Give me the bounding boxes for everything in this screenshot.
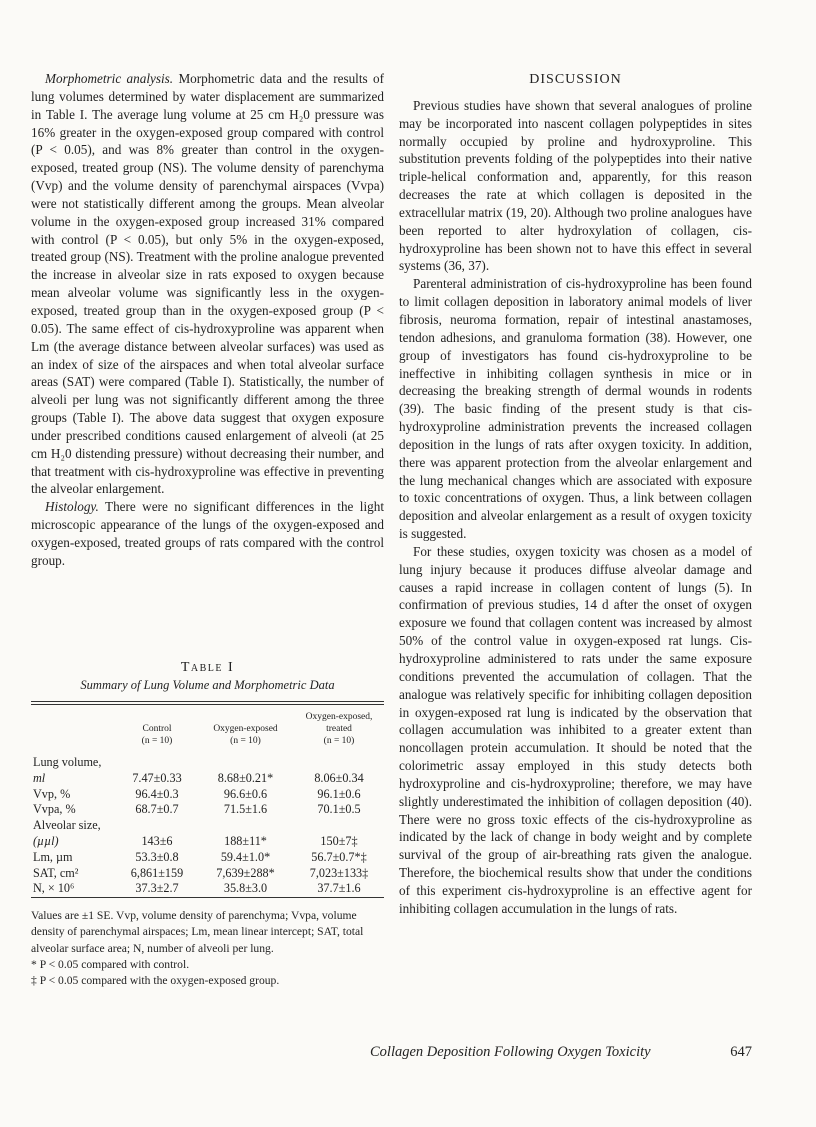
table-cell: 8.68±0.21* bbox=[217, 770, 274, 785]
table-cell: 188±11* bbox=[224, 833, 267, 848]
table-cell: 35.8±3.0 bbox=[223, 881, 268, 896]
row-label: Vvpa, % bbox=[33, 802, 76, 817]
table-footnote-main: Values are ±1 SE. Vvp, volume density of parenchyma; Vvpa, volume density of parenchymal airspaces; Lm, mean linear intercept; SAT, total alveolar surface area; N, number of alveoli per lung. bbox=[31, 909, 364, 955]
table-cell: 8.06±0.34 bbox=[314, 770, 364, 785]
column-label: Oxygen-exposed bbox=[213, 724, 278, 734]
table-cell: 7.47±0.33 bbox=[132, 770, 182, 785]
table-cell: 70.1±0.5 bbox=[317, 802, 361, 817]
table-cell bbox=[294, 818, 384, 834]
table-cell: 7,639±288* bbox=[216, 865, 275, 880]
table-row bbox=[31, 834, 384, 850]
row-label: (µµl) bbox=[33, 833, 59, 848]
morphometric-table bbox=[31, 705, 384, 897]
column-label: Oxygen-exposed, treated bbox=[305, 712, 373, 734]
row-label: SAT, cm² bbox=[33, 865, 79, 880]
table-cell: 96.6±0.6 bbox=[223, 786, 268, 801]
discussion-paragraph-1: Previous studies have shown that several analogues of proline may be incorporated into nascent collagen polypeptides in sites normally occupied by proline and hydroxyproline. This substitution prevents folding of the polypeptides into their native triple-helical conformation and, apparently, for this reason decreases the rate at which collagen is deposited in the extracellular matrix (19, 20). Although two proline analogues have been reported to alter hydroxylation of collagen, cis-hydroxyproline has been shown not to have this effect in several systems (36, 37). bbox=[399, 97, 752, 274]
left-column bbox=[31, 70, 384, 570]
table-header-cell bbox=[294, 705, 384, 755]
morphometric-analysis-text: Morphometric data and the results of lung volumes determined by water displacement are summarized in Table I. The average lung volume at 25 cm H₂0 pressure was 16% greater in the oxygen-exposed group compared with control (P < 0.05), and was 8% greater than control in the oxygen-exposed, treated group (NS). The volume density of parenchyma (Vvp) and the volume density of parenchymal airspaces (Vvpa) were not statistically different among the groups. Mean alveolar volume in the oxygen-exposed group increased 31% compared with control (P < 0.05), but only 5% in the oxygen-exposed, treated group (NS). Treatment with the proline analogue prevented the increase in alveolar size in rats exposed to oxygen because mean alveolar volume was significantly less in the oxygen-exposed, treated group than in the oxygen-exposed group (P < 0.05). The same effect of cis-hydroxyproline was apparent when Lm (the average distance between alveolar surfaces) was used as an index of size of the airspaces and when total alveolar surface areas (SAT) were compared (Table I). Statistically, the number of alveoli per lung was not significantly different among the three groups (Table I). The above data suggest that oxygen exposure under prescribed conditions caused enlargement of alveoli (at 25 cm H₂0 distending pressure) without decreasing their number, and that treatment with cis-hydroxyproline was effective in preventing the alveolar enlargement. bbox=[31, 71, 384, 497]
table-cell: 37.7±1.6 bbox=[317, 881, 361, 896]
table-cell: 53.3±0.8 bbox=[135, 849, 179, 864]
table-cell bbox=[197, 818, 294, 834]
table-row bbox=[31, 802, 384, 818]
column-label: Control bbox=[142, 724, 172, 734]
discussion-heading: DISCUSSION bbox=[529, 72, 622, 87]
row-label: ml bbox=[33, 770, 46, 785]
right-column bbox=[399, 70, 752, 918]
table-cell bbox=[197, 755, 294, 771]
table-cell: 56.7±0.7*‡ bbox=[311, 849, 367, 864]
morphometric-analysis-runin: Morphometric analysis. bbox=[45, 71, 174, 86]
row-label: Lm, µm bbox=[33, 849, 73, 864]
morphometric-analysis-paragraph bbox=[31, 70, 384, 498]
table-cell: 150±7‡ bbox=[320, 833, 358, 848]
histology-text: There were no significant differences in the light microscopic appearance of the lungs of the oxygen-exposed and oxygen-exposed, treated groups of rats compared with the control group. bbox=[31, 499, 384, 568]
row-label: Alveolar size, bbox=[33, 818, 101, 833]
table-header-cell bbox=[197, 705, 294, 755]
row-label: Vvp, % bbox=[33, 786, 71, 801]
table-row bbox=[31, 771, 384, 787]
table-cell: 37.3±2.7 bbox=[135, 881, 179, 896]
table-cell: 7,023±133‡ bbox=[309, 865, 369, 880]
histology-runin: Histology. bbox=[45, 499, 99, 515]
table-cell bbox=[117, 818, 197, 834]
table-body bbox=[31, 755, 384, 897]
histology-paragraph bbox=[31, 498, 384, 569]
table-row bbox=[31, 787, 384, 803]
table-row bbox=[31, 755, 384, 771]
column-n: (n = 10) bbox=[323, 736, 355, 746]
table-title: Table I bbox=[180, 660, 235, 675]
row-label: N, × 10⁶ bbox=[33, 881, 75, 896]
table-footnotes bbox=[31, 908, 384, 989]
table-cell: 96.4±0.3 bbox=[135, 786, 179, 801]
page-number: 647 bbox=[730, 1044, 752, 1060]
table-cell bbox=[117, 755, 197, 771]
column-n: (n = 10) bbox=[141, 736, 173, 746]
column-n: (n = 10) bbox=[230, 736, 261, 746]
discussion-paragraph-2: Parenteral administration of cis-hydroxyproline has been found to limit collagen deposition in laboratory animal models of liver fibrosis, neuroma formation, repair of intestinal anastamoses, tendon adhesions, and granuloma formation (38). However, one group of investigators has found cis-hydroxyproline to be ineffective in inhibiting collagen synthesis in mice or in decreasing the breaking strength of dermal wounds in rodents (39). The basic finding of the present study is that cis-hydroxyproline administration prevents the increased collagen deposition in the lungs of rats after oxygen toxicity. In addition, there was apparent protection from the alveolar enlargement and the lung mechanical changes which are associated with exposure to toxic concentrations of oxygen. Thus, a link between collagen deposition and alveolar enlargement as a result of oxygen toxicity is suggested. bbox=[399, 276, 752, 542]
table-cell: 71.5±1.6 bbox=[223, 802, 268, 817]
running-title: Collagen Deposition Following Oxygen Toxicity bbox=[370, 1044, 651, 1060]
table-row bbox=[31, 866, 384, 882]
table-header-cell bbox=[117, 705, 197, 755]
table-header bbox=[31, 705, 384, 755]
table-cell: 68.7±0.7 bbox=[135, 802, 179, 817]
table-footnote-dagger: ‡ P < 0.05 compared with the oxygen-exposed group. bbox=[31, 973, 280, 987]
row-label: Lung volume, bbox=[33, 755, 102, 769]
table-1 bbox=[31, 660, 384, 989]
table-cell: 6,861±159 bbox=[130, 865, 184, 880]
table-cell: 143±6 bbox=[141, 833, 173, 848]
table-header-cell bbox=[31, 705, 117, 755]
table-row bbox=[31, 818, 384, 834]
table-footnote-star: * P < 0.05 compared with control. bbox=[31, 957, 190, 971]
table-bottom-rule bbox=[31, 897, 384, 898]
discussion-paragraph-3: For these studies, oxygen toxicity was chosen as a model of lung injury because it produces diffuse alveolar damage and causes a rapid increase in collagen content of lungs (5). In confirmation of previous studies, 14 d after the onset of oxygen exposure we found that collagen content was increased by almost 50% of the control value in oxygen-exposed rat lungs. Cis-hydroxyproline administered to rats under the same exposure conditions prevented the accumulation of collagen. That the analogue was relatively specific for inhibiting collagen deposition in oxygen-exposed rat lung is indicated by the observation that collagen accumulation was inhibited to a greater extent than noncollagen protein accumulation. It should be noted that the colorimetric assay employed in this study detects both hydroxyproline and cis-hydroxyproline; therefore, we may have slightly underestimated the inhibition of collagen deposition (40). There were no gross toxic effects of the cis-hydroxyproline as indicated by the lack of change in body weight and by complete survival of the group of air-breathing rats given the analogue. Therefore, the biochemical results show that under the conditions of this experiment cis-hydroxyproline is an effective agent for inhibiting collagen accumulation in the lungs of rats. bbox=[399, 543, 752, 916]
table-cell bbox=[294, 755, 384, 771]
table-cell: 59.4±1.0* bbox=[220, 849, 271, 864]
table-row bbox=[31, 850, 384, 866]
table-cell: 96.1±0.6 bbox=[317, 786, 361, 801]
table-caption: Summary of Lung Volume and Morphometric Data bbox=[80, 678, 335, 692]
table-row bbox=[31, 881, 384, 897]
